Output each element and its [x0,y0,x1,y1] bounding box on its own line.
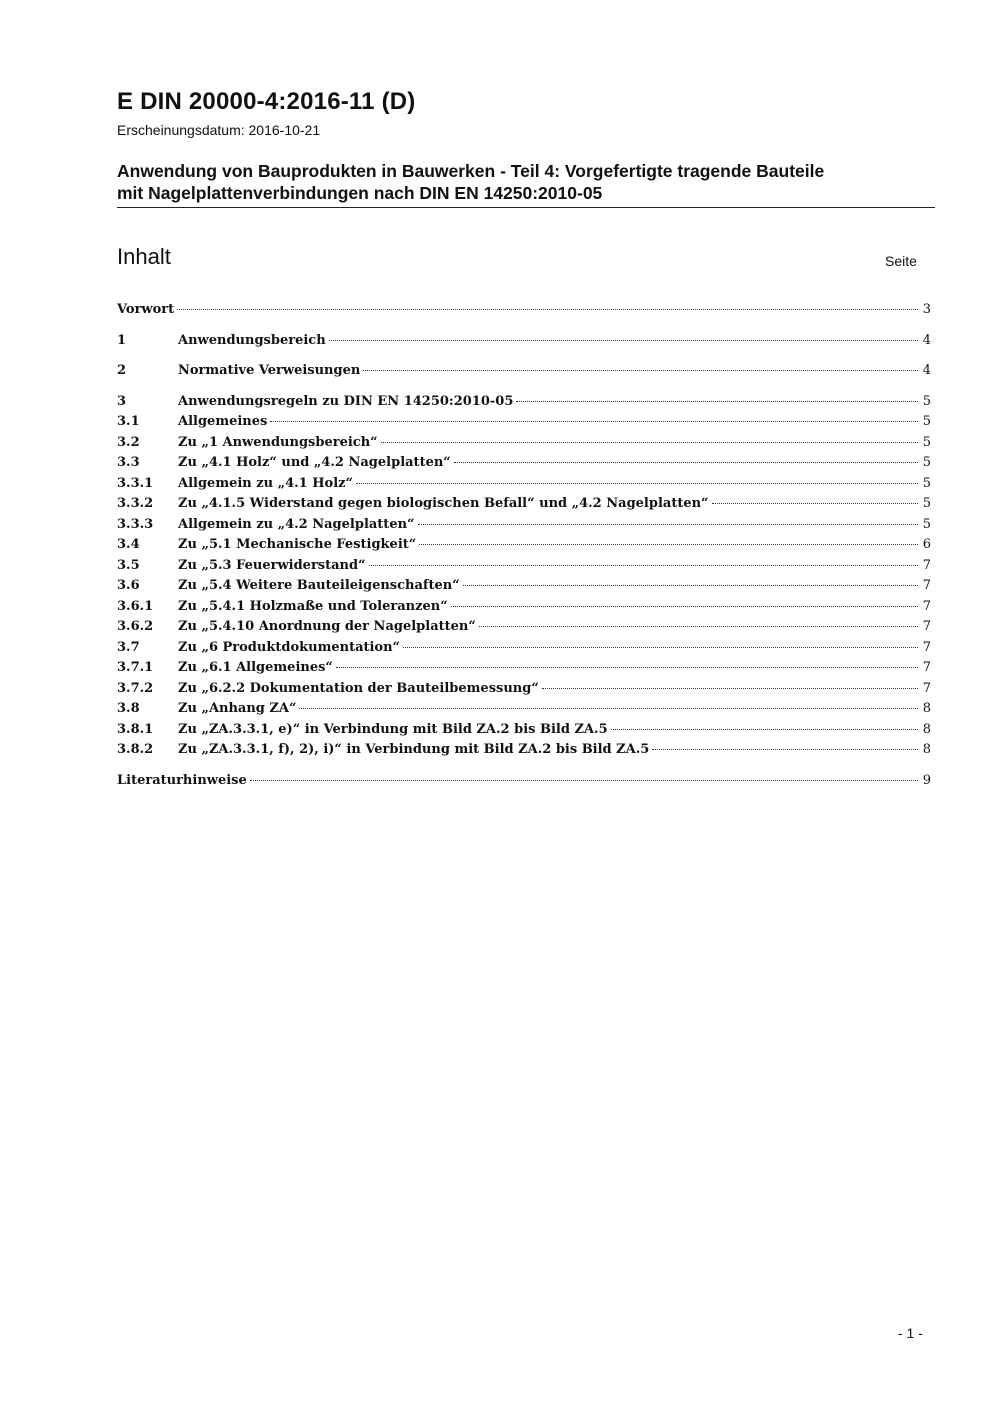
toc-entry-title: Zu „6 Produktdokumentation“ [178,639,401,655]
toc-entry-3-8-2[interactable] [117,740,931,761]
toc-entry-3-8[interactable] [117,699,931,720]
toc-entry-title: Zu „ZA.3.3.1, e)“ in Verbindung mit Bild ZA.2 bis Bild ZA.5 [178,721,608,737]
toc-entry-title: Zu „5.1 Mechanische Festigkeit“ [178,537,417,552]
toc-entry-page: 4 [922,363,931,378]
toc-entry-title: Zu „5.4 Weitere Bauteileigenschaften“ [178,578,460,593]
toc-entry-title: Zu „ZA.3.3.1, f), 2), i)“ in Verbindung mit Bild ZA.2 bis Bild ZA.5 [178,742,650,757]
toc-entry-3-7[interactable] [117,638,931,659]
toc-entry-number: 3.3.1 [117,475,154,491]
toc-entry-title: Zu „5.4.10 Anordnung der Nagelplatten“ [178,619,476,634]
toc-dot-leader [403,647,918,648]
document-title: E DIN 20000-4:2016-11 (D) [117,88,416,115]
toc-heading: Inhalt [117,244,171,269]
toc-entry-title: Zu „4.1 Holz“ und „4.2 Nagelplatten“ [178,455,451,470]
toc-entry-literaturhinweise[interactable] [117,771,931,792]
toc-entry-number: 3.6 [117,578,140,593]
toc-entry-page: 5 [922,434,931,450]
toc-entry-number: 3.2 [117,434,140,450]
subtitle-line-2: mit Nagelplattenverbindungen nach DIN EN 14250:2010-05 [117,183,603,203]
toc-entry-page: 7 [922,578,931,593]
toc-dot-leader [611,729,918,730]
toc-entry-number: 1 [117,332,127,348]
toc-entry-page: 5 [922,496,931,511]
toc-entry-page: 7 [922,619,931,634]
toc-entry-page: 7 [922,557,931,573]
toc-page-column-label: Seite [885,253,917,269]
toc-entry-number: 3 [117,393,127,409]
toc-dot-leader [479,626,918,627]
toc-entry-page: 5 [922,475,931,491]
toc-entry-title: Zu „4.1.5 Widerstand gegen biologischen Befall“ und „4.2 Nagelplatten“ [178,496,709,511]
toc-entry-3-3-3[interactable] [117,515,931,536]
toc-entry-page: 5 [922,455,931,470]
toc-dot-leader [419,544,918,545]
toc-entry-vorwort[interactable] [117,300,931,321]
toc-entry-page: 9 [922,772,931,788]
toc-entry-number: 3.8 [117,701,140,716]
toc-dot-leader [451,606,918,607]
toc-entry-page: 7 [922,680,931,696]
toc-entry-number: 3.3.2 [117,496,154,511]
toc-entry-number: 3.7.1 [117,660,154,675]
toc-entry-number: 3.6.1 [117,598,154,614]
toc-entry-title: Literaturhinweise [117,772,247,788]
table-of-contents [117,300,931,791]
title-divider [117,207,935,208]
toc-entry-3-3-2[interactable] [117,494,931,515]
toc-entry-number: 3.3 [117,455,140,470]
toc-entry-3-3[interactable] [117,453,931,474]
toc-dot-leader [356,483,918,484]
toc-entry-title: Zu „6.2.2 Dokumentation der Bauteilbemessung“ [178,680,539,696]
toc-entry-page: 8 [922,742,931,757]
toc-entry-3-6-2[interactable] [117,617,931,638]
toc-entry-number: 3.6.2 [117,619,154,634]
toc-entry-page: 4 [922,332,931,348]
toc-dot-leader [363,370,918,371]
toc-entry-number: 3.8.2 [117,742,154,757]
toc-entry-number: 3.7 [117,639,140,655]
toc-entry-number: 3.5 [117,557,140,573]
toc-entry-3-6[interactable] [117,576,931,597]
toc-entry-number: 2 [117,363,127,378]
toc-entry-number: 3.8.1 [117,721,154,737]
toc-entry-3-5[interactable] [117,556,931,577]
toc-entry-title: Vorwort [117,302,175,317]
toc-entry-title: Zu „5.3 Feuerwiderstand“ [178,557,366,573]
toc-dot-leader [712,503,918,504]
toc-entry-3-6-1[interactable] [117,597,931,618]
toc-entry-3-4[interactable] [117,535,931,556]
page-number: - 1 - [898,1325,923,1341]
toc-entry-page: 5 [922,516,931,532]
toc-entry-title: Anwendungsregeln zu DIN EN 14250:2010-05 [178,393,514,409]
toc-entry-title: Anwendungsbereich [178,332,326,348]
toc-dot-leader [542,688,918,689]
toc-entry-title: Zu „6.1 Allgemeines“ [178,660,333,675]
subtitle-line-1: Anwendung von Bauprodukten in Bauwerken - Teil 4: Vorgefertigte tragende Bauteile [117,161,825,181]
toc-entry-title: Allgemeines [178,414,268,429]
toc-dot-leader [177,309,918,310]
toc-entry-title: Normative Verweisungen [178,363,361,378]
toc-entry-3-2[interactable] [117,433,931,454]
toc-entry-number: 3.1 [117,414,140,429]
toc-entry-number: 3.4 [117,537,140,552]
toc-dot-leader [336,667,918,668]
toc-entry-title: Allgemein zu „4.2 Nagelplatten“ [178,516,415,532]
toc-dot-leader [369,565,918,566]
toc-dot-leader [652,749,918,750]
toc-entry-1[interactable] [117,331,931,352]
toc-entry-number: 3.3.3 [117,516,154,532]
toc-entry-title: Allgemein zu „4.1 Holz“ [178,475,353,491]
toc-entry-page: 8 [922,701,931,716]
toc-entry-3[interactable] [117,392,931,413]
toc-entry-3-7-2[interactable] [117,679,931,700]
toc-dot-leader [270,421,918,422]
toc-entry-page: 7 [922,639,931,655]
toc-entry-number: 3.7.2 [117,680,154,696]
toc-entry-page: 3 [922,302,931,317]
toc-entry-title: Zu „5.4.1 Holzmaße und Toleranzen“ [178,598,448,614]
toc-entry-3-7-1[interactable] [117,658,931,679]
toc-dot-leader [418,524,918,525]
toc-dot-leader [329,340,918,341]
toc-entry-3-3-1[interactable] [117,474,931,495]
toc-entry-3-8-1[interactable] [117,720,931,741]
toc-entry-page: 8 [922,721,931,737]
toc-entry-page: 7 [922,598,931,614]
toc-entry-title: Zu „Anhang ZA“ [178,701,297,716]
toc-dot-leader [454,462,918,463]
toc-entry-page: 7 [922,660,931,675]
toc-entry-page: 6 [922,537,931,552]
publication-date: Erscheinungsdatum: 2016-10-21 [117,122,321,138]
toc-dot-leader [516,401,918,402]
toc-dot-leader [250,780,918,781]
toc-entry-page: 5 [922,414,931,429]
toc-entry-2[interactable] [117,361,931,382]
toc-entry-page: 5 [922,393,931,409]
toc-dot-leader [463,585,918,586]
toc-dot-leader [381,442,918,443]
document-subtitle [117,160,935,204]
toc-entry-3-1[interactable] [117,412,931,433]
toc-dot-leader [299,708,918,709]
toc-entry-title: Zu „1 Anwendungsbereich“ [178,434,378,450]
